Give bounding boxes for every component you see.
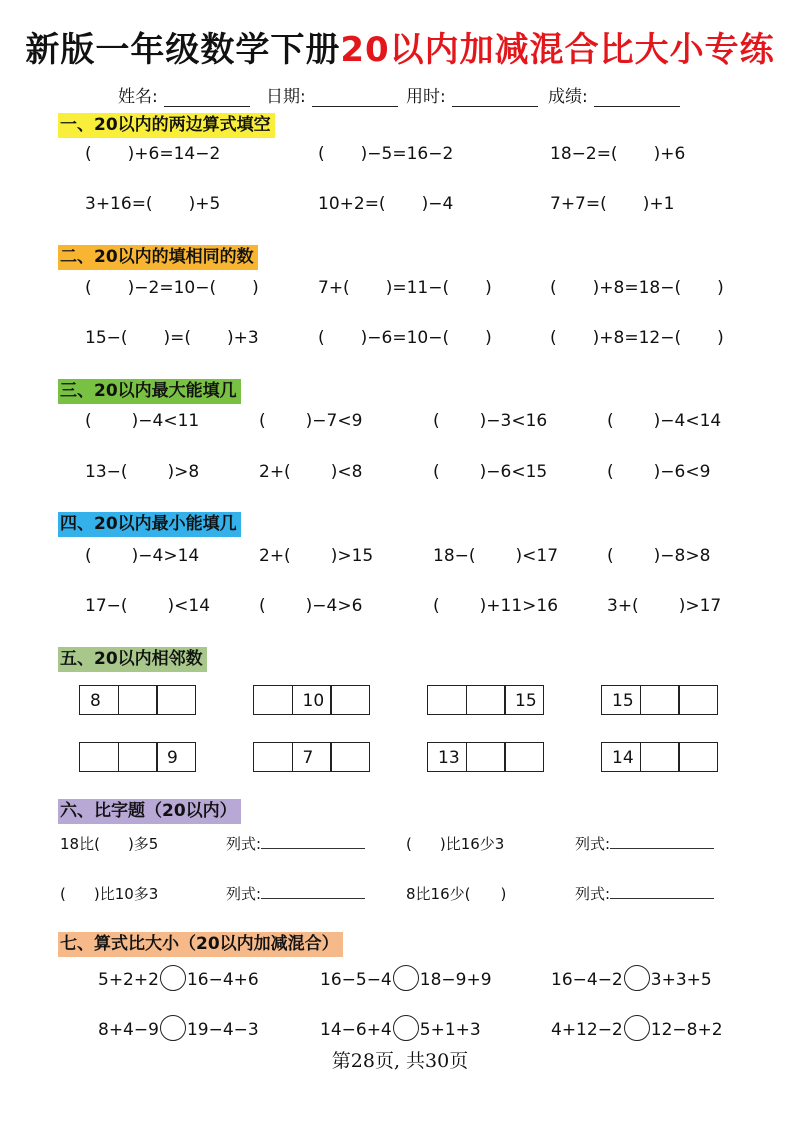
number-box[interactable]: 13 bbox=[427, 742, 467, 772]
s7-question: 16−4−2 3+3+5 bbox=[551, 967, 712, 993]
s4-question: ( )−4>14 bbox=[85, 546, 200, 566]
s6-formula[interactable]: 列式: bbox=[575, 883, 714, 905]
number-box[interactable]: 14 bbox=[601, 742, 641, 772]
section-4-header: 四、20以内最小能填几 bbox=[58, 512, 241, 537]
number-box[interactable] bbox=[253, 742, 293, 772]
s3-question: 2+( )<8 bbox=[259, 462, 363, 482]
s4-question: ( )+11>16 bbox=[433, 596, 559, 616]
neighbor-box-row bbox=[253, 742, 370, 772]
number-box[interactable] bbox=[253, 685, 293, 715]
section-5-header: 五、20以内相邻数 bbox=[58, 647, 207, 672]
number-box[interactable]: 15 bbox=[601, 685, 641, 715]
s4-question: ( )−4>6 bbox=[259, 596, 363, 616]
s3-question: 13−( )>8 bbox=[85, 462, 200, 482]
number-box[interactable]: 7 bbox=[292, 742, 332, 772]
number-box[interactable] bbox=[466, 685, 506, 715]
compare-circle[interactable] bbox=[624, 965, 650, 991]
section-2-header: 二、20以内的填相同的数 bbox=[58, 245, 258, 270]
number-box[interactable] bbox=[330, 742, 370, 772]
number-box[interactable] bbox=[640, 685, 680, 715]
s6-formula[interactable]: 列式: bbox=[226, 833, 365, 855]
neighbor-box-row bbox=[601, 742, 718, 772]
s3-question: ( )−7<9 bbox=[259, 411, 363, 431]
time-field[interactable]: 用时: bbox=[406, 82, 538, 107]
s6-question: 18比( )多5 bbox=[60, 835, 159, 853]
s1-question: ( )+6=14−2 bbox=[85, 144, 221, 164]
title-red: 20以内加减混合比大小专练 bbox=[340, 30, 775, 70]
number-box[interactable] bbox=[640, 742, 680, 772]
number-box[interactable] bbox=[79, 742, 119, 772]
s7-question: 5+2+2 16−4+6 bbox=[98, 967, 259, 993]
neighbor-box-row bbox=[427, 685, 544, 715]
page-title bbox=[0, 22, 800, 71]
compare-circle[interactable] bbox=[393, 1015, 419, 1041]
s3-question: ( )−3<16 bbox=[433, 411, 548, 431]
s7-question: 8+4−9 19−4−3 bbox=[98, 1017, 259, 1043]
s7-question: 16−5−4 18−9+9 bbox=[320, 967, 492, 993]
neighbor-box-row bbox=[79, 685, 196, 715]
number-box[interactable]: 9 bbox=[156, 742, 196, 772]
date-field[interactable]: 日期: bbox=[266, 82, 398, 107]
section-1-header: 一、20以内的两边算式填空 bbox=[58, 113, 275, 138]
s7-question: 4+12−2 12−8+2 bbox=[551, 1017, 723, 1043]
s2-question: ( )−6=10−( ) bbox=[318, 328, 492, 348]
section-7-header: 七、算式比大小（20以内加减混合） bbox=[58, 932, 343, 957]
number-box[interactable] bbox=[118, 742, 158, 772]
page-footer: 第28页, 共30页 bbox=[331, 1050, 469, 1072]
s2-question: ( )+8=18−( ) bbox=[550, 278, 724, 298]
s6-formula[interactable]: 列式: bbox=[226, 883, 365, 905]
s1-question: 10+2=( )−4 bbox=[318, 194, 454, 214]
compare-circle[interactable] bbox=[160, 965, 186, 991]
s4-question: 18−( )<17 bbox=[433, 546, 559, 566]
compare-circle[interactable] bbox=[160, 1015, 186, 1041]
s3-question: ( )−4<11 bbox=[85, 411, 200, 431]
s1-question: 7+7=( )+1 bbox=[550, 194, 675, 214]
s3-question: ( )−6<15 bbox=[433, 462, 548, 482]
s6-formula[interactable]: 列式: bbox=[575, 833, 714, 855]
number-box[interactable] bbox=[427, 685, 467, 715]
neighbor-box-row bbox=[253, 685, 370, 715]
number-box[interactable] bbox=[504, 742, 544, 772]
neighbor-box-row bbox=[427, 742, 544, 772]
s3-question: ( )−4<14 bbox=[607, 411, 722, 431]
s6-question: ( )比10多3 bbox=[60, 885, 159, 903]
neighbor-box-row bbox=[601, 685, 718, 715]
number-box[interactable] bbox=[678, 742, 718, 772]
section-6-header: 六、比字题（20以内） bbox=[58, 799, 241, 824]
section-3-header: 三、20以内最大能填几 bbox=[58, 379, 241, 404]
number-box[interactable] bbox=[678, 685, 718, 715]
s1-question: 3+16=( )+5 bbox=[85, 194, 221, 214]
number-box[interactable] bbox=[466, 742, 506, 772]
s2-question: ( )+8=12−( ) bbox=[550, 328, 724, 348]
s4-question: ( )−8>8 bbox=[607, 546, 711, 566]
number-box[interactable] bbox=[118, 685, 158, 715]
title-black: 新版一年级数学下册 bbox=[25, 30, 341, 70]
number-box[interactable] bbox=[156, 685, 196, 715]
s1-question: 18−2=( )+6 bbox=[550, 144, 686, 164]
name-field[interactable]: 姓名: bbox=[118, 82, 250, 107]
s1-question: ( )−5=16−2 bbox=[318, 144, 454, 164]
s4-question: 17−( )<14 bbox=[85, 596, 211, 616]
s3-question: ( )−6<9 bbox=[607, 462, 711, 482]
compare-circle[interactable] bbox=[393, 965, 419, 991]
s6-question: ( )比16少3 bbox=[406, 835, 505, 853]
s6-question: 8比16少( ) bbox=[406, 885, 507, 903]
s7-question: 14−6+4 5+1+3 bbox=[320, 1017, 481, 1043]
score-field[interactable]: 成绩: bbox=[548, 82, 680, 107]
number-box[interactable]: 8 bbox=[79, 685, 119, 715]
s4-question: 2+( )>15 bbox=[259, 546, 374, 566]
s2-question: 15−( )=( )+3 bbox=[85, 328, 259, 348]
compare-circle[interactable] bbox=[624, 1015, 650, 1041]
neighbor-box-row bbox=[79, 742, 196, 772]
number-box[interactable]: 10 bbox=[292, 685, 332, 715]
number-box[interactable]: 15 bbox=[504, 685, 544, 715]
s2-question: 7+( )=11−( ) bbox=[318, 278, 492, 298]
number-box[interactable] bbox=[330, 685, 370, 715]
s2-question: ( )−2=10−( ) bbox=[85, 278, 259, 298]
s4-question: 3+( )>17 bbox=[607, 596, 722, 616]
